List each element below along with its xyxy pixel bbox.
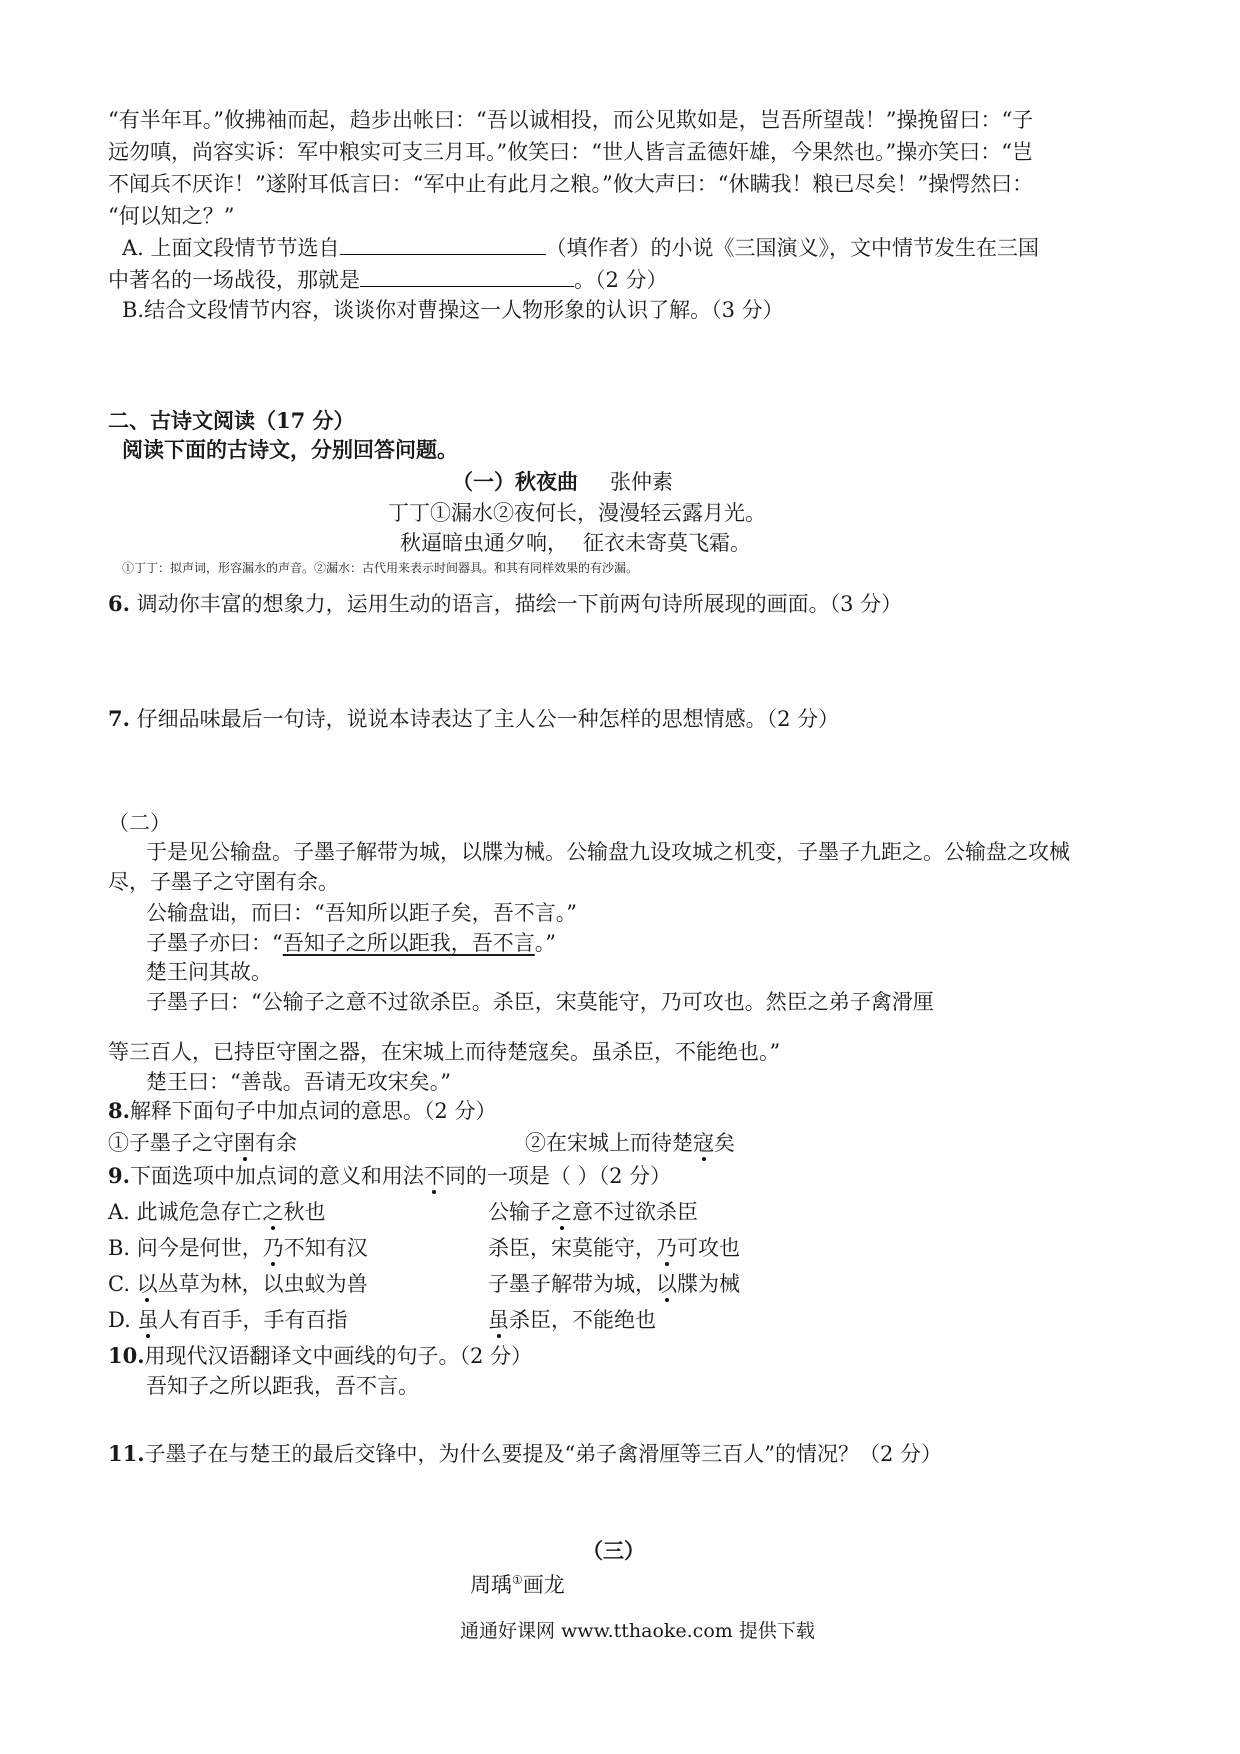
dotted-word: 乃 — [262, 1236, 284, 1260]
question-8 — [108, 1097, 496, 1125]
dotted-word: 乃 — [656, 1236, 677, 1260]
q8-item-text: 有余 — [255, 1131, 297, 1155]
q10-sentence: 吾知子之所以距我，吾不言。 — [146, 1374, 419, 1398]
footnote-marker: ① — [512, 1573, 523, 1587]
page-footer: 通通好课网 www.tthaoke.com 提供下载 — [460, 1620, 815, 1642]
poem-footnote: ①丁丁：拟声词，形容漏水的声音。②漏水：古代用来表示时间器具。和其有同样效果的有沙漏。 — [122, 561, 639, 575]
dotted-word: 虽 — [488, 1308, 509, 1332]
passage-line: 不闻兵不厌诈！”遂附耳低言曰：“军中止有此月之粮。”攸大声曰：“休瞒我！粮已尽矣！”操愕然曰： — [108, 172, 1034, 196]
part3-title — [470, 1566, 565, 1599]
q9-option-left — [108, 1270, 368, 1298]
part3-heading: （三） — [582, 1538, 645, 1563]
question-9 — [108, 1162, 671, 1190]
passage-line: 远勿嗔，尚容实诉：军中粮实可支三月耳。”攸笑曰：“世人皆言孟德奸雄，今果然也。”操亦笑曰：“岂 — [108, 140, 1033, 164]
underlined-sentence: 吾知子之所以距我，吾不言 — [282, 931, 535, 955]
q9-option-right — [488, 1234, 740, 1262]
question-7 — [108, 705, 839, 733]
question-number: 6. — [108, 591, 130, 616]
option-text: 意不过欲杀臣 — [572, 1200, 698, 1224]
question-text: 解释下面句子中加点词的意思。（2 分） — [129, 1099, 497, 1123]
question-number: 11. — [108, 1441, 145, 1466]
option-text: 可攻也 — [677, 1236, 740, 1260]
q9-option-left — [108, 1306, 347, 1334]
option-text: 牒为械 — [677, 1272, 740, 1296]
part2-paragraph: 于是见公输盘。子墨子解带为城，以牒为械。公输盘九设攻城之机变，子墨子九距之。公输盘之攻械 — [146, 840, 1070, 864]
part2-paragraph — [146, 929, 556, 957]
part2-paragraph: 楚王问其故。 — [146, 960, 272, 984]
question-6 — [108, 590, 902, 618]
option-text: C. — [108, 1272, 137, 1296]
question-b: B.结合文段情节内容，谈谈你对曹操这一人物形象的认识了解。（3 分） — [122, 298, 784, 322]
question-a-text-3: 中著名的一场战役，那就是 — [108, 268, 360, 292]
poem-author: 张仲素 — [610, 470, 673, 494]
q9-option-left — [108, 1234, 368, 1262]
question-a-text: A. 上面文段情节节选自 — [122, 236, 340, 260]
dotted-word: 以 — [136, 1272, 158, 1296]
question-text: 同的一项是（ ）（2 分） — [444, 1164, 672, 1188]
dotted-word: 不 — [423, 1164, 445, 1188]
part2-paragraph: 等三百人，已持臣守圉之器，在宋城上而待楚寇矣。虽杀臣，不能绝也。” — [108, 1040, 781, 1064]
question-number: 9. — [108, 1163, 130, 1188]
section-title: 二、古诗文阅读（17 分） — [108, 408, 355, 433]
poem-line: 征衣未寄莫飞霜。 — [583, 531, 751, 555]
poem-line: 丁丁①漏水②夜何长，漫漫轻云露月光。 — [388, 501, 766, 525]
option-text: 杀臣，宋莫能守， — [488, 1236, 656, 1260]
dotted-word: 虽 — [137, 1308, 159, 1332]
q8-item — [525, 1129, 735, 1157]
q9-option-right — [488, 1306, 656, 1334]
question-text: 调动你丰富的想象力，运用生动的语言，描绘一下前两句诗所展现的画面。（3 分） — [136, 592, 903, 616]
dotted-word: 寇 — [693, 1131, 714, 1155]
poem-line: 秋逼暗虫通夕响， — [400, 531, 568, 555]
q8-item-text: ②在宋城上而待楚 — [525, 1131, 693, 1155]
part2-text: 。” — [534, 931, 556, 955]
question-text: 用现代汉语翻译文中画线的句子。（2 分） — [144, 1344, 533, 1368]
option-text: B. 问今是何世， — [108, 1236, 263, 1260]
q8-item — [108, 1129, 297, 1157]
q9-option-right — [488, 1198, 698, 1226]
option-text: 杀臣，不能绝也 — [509, 1308, 656, 1332]
option-text: 丛草为林，以虫蚁为兽 — [157, 1272, 368, 1296]
question-number: 10. — [108, 1343, 145, 1368]
option-text: 不知有汉 — [283, 1236, 368, 1260]
option-text: 子墨子解带为城， — [488, 1272, 656, 1296]
part2-paragraph: 尽，子墨子之守圉有余。 — [108, 870, 339, 894]
part2-paragraph: 楚王曰：“善哉。吾请无攻宋矣。” — [146, 1070, 451, 1094]
answer-blank-battle[interactable] — [360, 266, 574, 287]
question-11 — [108, 1440, 942, 1468]
question-text: 子墨子在与楚王的最后交锋中，为什么要提及“弟子禽滑厘等三百人”的情况？（2 分） — [144, 1442, 943, 1466]
q8-item-text: ①子墨子之守 — [108, 1131, 234, 1155]
option-text: 公输子 — [488, 1200, 551, 1224]
dotted-word: 之 — [262, 1200, 284, 1224]
q8-item-text: 矣 — [714, 1131, 735, 1155]
option-text: 秋也 — [283, 1200, 326, 1224]
answer-blank-author[interactable] — [340, 234, 546, 255]
question-a-text-2: （填作者）的小说《三国演义》，文中情节发生在三国 — [545, 236, 1040, 260]
option-text: A. 此诚危急存亡 — [108, 1200, 263, 1224]
question-10 — [108, 1342, 532, 1370]
part3-title-text: 画龙 — [522, 1573, 565, 1597]
dotted-word: 以 — [656, 1272, 677, 1296]
question-number: 7. — [108, 706, 130, 731]
option-text: 人有百手，手有百指 — [158, 1308, 348, 1332]
dotted-word: 之 — [551, 1200, 572, 1224]
question-text: 仔细品味最后一句诗，说说本诗表达了主人公一种怎样的思想情感。（2 分） — [136, 707, 840, 731]
part3-title-text: 周瑀 — [470, 1573, 512, 1597]
part2-text: 子墨子亦曰：“ — [146, 931, 283, 955]
question-number: 8. — [108, 1098, 130, 1123]
passage-line: “何以知之？” — [108, 204, 235, 228]
passage-line: “有半年耳。”攸拂袖而起，趋步出帐曰：“吾以诚相投，而公见欺如是，岂吾所望哉！”操挽留曰：“子 — [108, 108, 1034, 132]
question-text: 下面选项中加点词的意义和用法 — [129, 1164, 424, 1188]
option-text: D. — [108, 1308, 138, 1332]
q9-option-left — [108, 1198, 326, 1226]
question-a — [122, 234, 1039, 262]
q9-option-right — [488, 1270, 740, 1298]
part2-paragraph: 子墨子曰：“公输子之意不过欲杀臣。杀臣，宋莫能守，乃可攻也。然臣之弟子禽滑厘 — [146, 990, 934, 1014]
question-a-score: 。（2 分） — [574, 268, 668, 292]
dotted-word: 圉 — [234, 1131, 255, 1155]
part2-paragraph: 公输盘诎，而曰：“吾知所以距子矣，吾不言。” — [146, 901, 577, 925]
part2-heading: （二） — [108, 811, 171, 835]
poem-heading: （一）秋夜曲 — [452, 469, 578, 494]
question-a-line2 — [108, 266, 668, 294]
section-instruction: 阅读下面的古诗文，分别回答问题。 — [122, 437, 458, 462]
